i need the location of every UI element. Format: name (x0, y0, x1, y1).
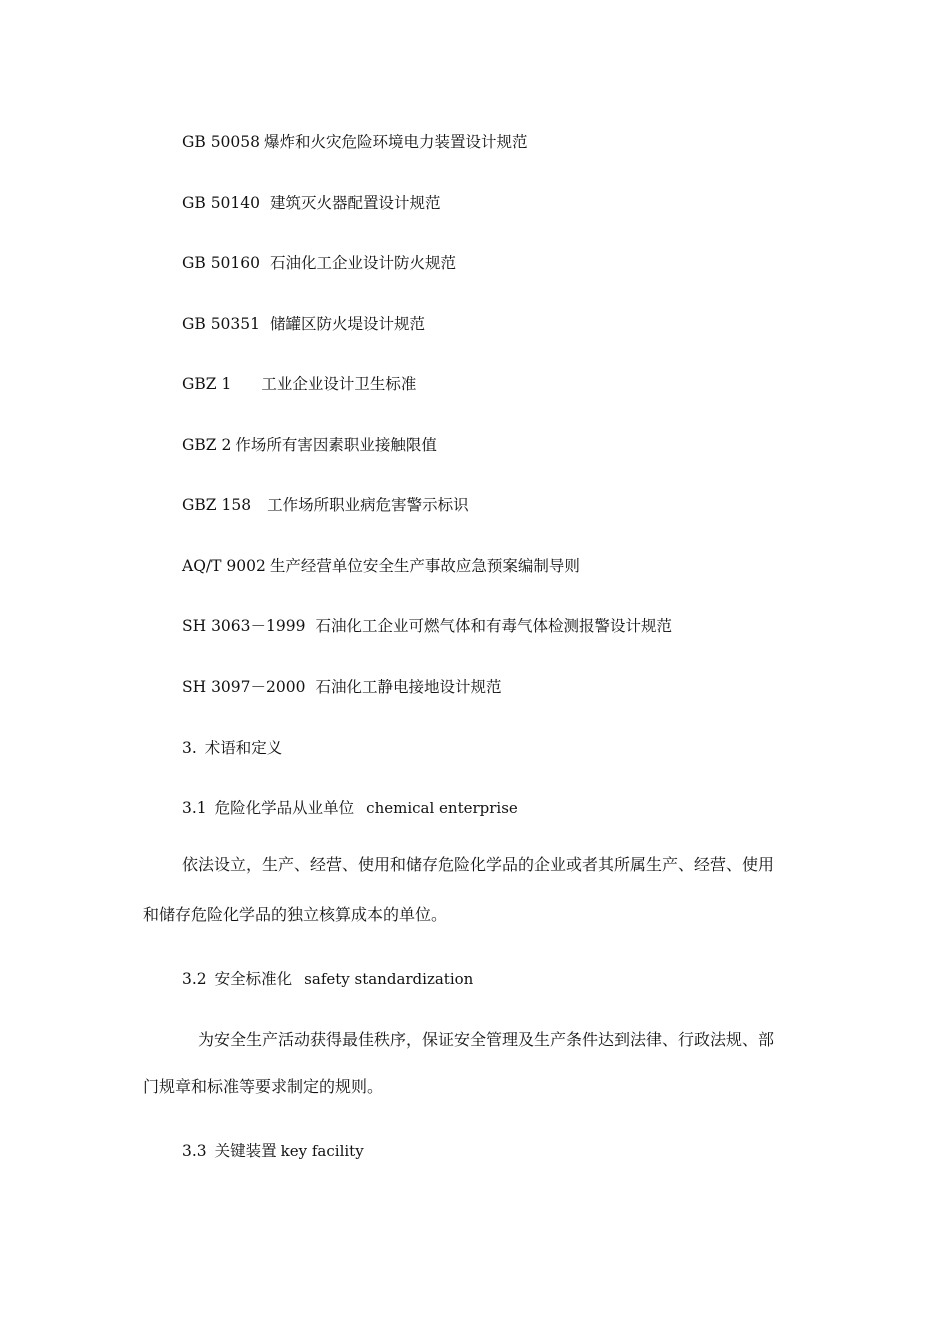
term-title-zh: 关键装置 (214, 1142, 277, 1160)
reference-code: GBZ 2 (182, 436, 232, 454)
reference-title: 储罐区防火堤设计规范 (270, 315, 426, 333)
reference-code: GB 50140 (182, 194, 261, 212)
term-definition-line: 依法设立，生产、经营、使用和储存危险化学品的企业或者其所属生产、经营、使用 (182, 855, 775, 874)
reference-item (182, 494, 469, 516)
term-title-zh: 危险化学品从业单位 (214, 799, 355, 817)
reference-item (182, 615, 672, 637)
section-number: 3. (182, 739, 197, 757)
reference-item (182, 676, 501, 698)
reference-item (182, 131, 528, 153)
term-title-en: key facility (280, 1142, 364, 1160)
reference-title: 建筑灭火器配置设计规范 (270, 194, 441, 212)
term-number: 3.3 (182, 1142, 207, 1160)
reference-code: GB 50351 (182, 315, 261, 333)
reference-code: GB 50160 (182, 254, 261, 272)
reference-title: 石油化工企业设计防火规范 (270, 254, 457, 272)
reference-title: 生产经营单位安全生产事故应急预案编制导则 (269, 557, 580, 575)
reference-code: SH 3097－2000 (182, 678, 306, 696)
reference-code: SH 3063－1999 (182, 617, 306, 635)
reference-item (182, 192, 441, 214)
reference-title: 石油化工企业可燃气体和有毒气体检测报警设计规范 (315, 617, 672, 635)
reference-item (182, 434, 437, 456)
term-heading (182, 797, 518, 819)
term-title-en: chemical enterprise (366, 799, 518, 817)
reference-item (182, 555, 580, 577)
term-definition-line: 和储存危险化学品的独立核算成本的单位。 (143, 905, 448, 924)
term-definition-line: 为安全生产活动获得最佳秩序，保证安全管理及生产条件达到法律、行政法规、部 (198, 1030, 775, 1049)
reference-code: AQ/T 9002 (182, 557, 266, 575)
term-number: 3.1 (182, 799, 207, 817)
term-heading (182, 1140, 364, 1162)
reference-title: 工业企业设计卫生标准 (261, 375, 417, 393)
reference-item (182, 313, 425, 335)
reference-title: 作场所有害因素职业接触限值 (235, 436, 437, 454)
term-title-en: safety standardization (304, 970, 474, 988)
reference-code: GB 50058 (182, 133, 261, 151)
section-title: 术语和定义 (204, 739, 283, 757)
section-heading (182, 737, 282, 759)
reference-title: 工作场所职业病危害警示标识 (267, 496, 469, 514)
term-definition-line: 门规章和标准等要求制定的规则。 (143, 1077, 384, 1096)
reference-item (182, 252, 456, 274)
reference-title: 爆炸和火灾危险环境电力装置设计规范 (264, 133, 528, 151)
reference-code: GBZ 1 (182, 375, 232, 393)
term-number: 3.2 (182, 970, 207, 988)
term-title-zh: 安全标准化 (214, 970, 293, 988)
reference-title: 石油化工静电接地设计规范 (315, 678, 502, 696)
reference-item (182, 373, 416, 395)
reference-code: GBZ 158 (182, 496, 252, 514)
term-heading (182, 968, 473, 990)
